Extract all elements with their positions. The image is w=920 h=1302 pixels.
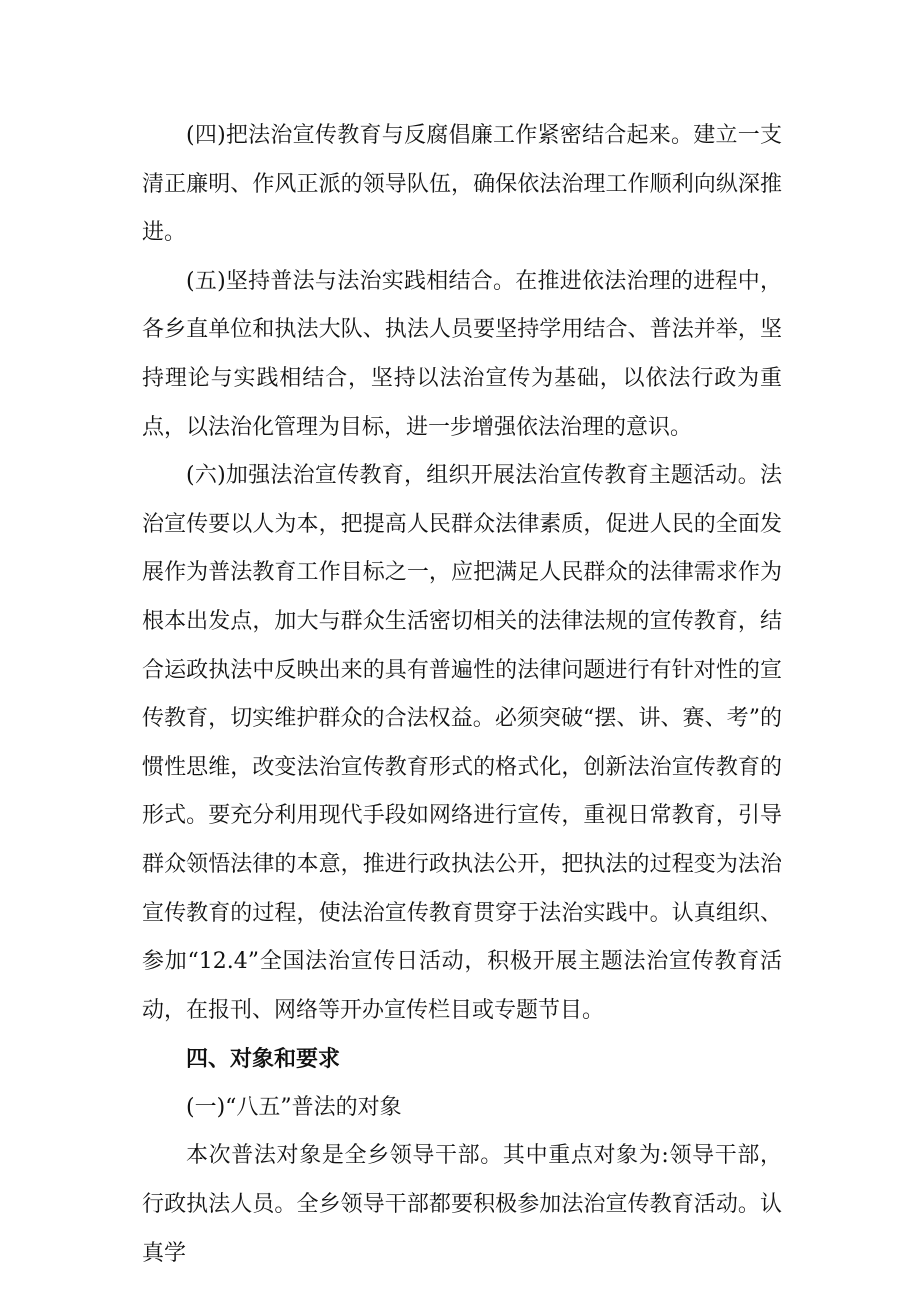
- paragraph-item-4: (四)把法治宣传教育与反腐倡廉工作紧密结合起来。建立一支清正廉明、作风正派的领导队伍，确保依法治理工作顺利向纵深推进。: [142, 123, 782, 246]
- paragraph-item-6: (六)加强法治宣传教育，组织开展法治宣传教育主题活动。法治宣传要以人为本，把提高人民群众法律素质，促进人民的全面发展作为普法教育工作目标之一，应把满足人民群众的法律需求作为根本出发点，加大与群众生活密切相关的法律法规的宣传教育，结合运政执法中反映出来的具有普遍性的法律问题进行有针对性的宣传教育，切实维护群众的合法权益。必须突破“摆、讲、赛、考”的惯性思维，改变法治宣传教育形式的格式化，创新法治宣传教育的形式。要充分利用现代手段如网络进行宣传，重视日常教育，引导群众领悟法律的本意，推进行政执法公开，把执法的过程变为法治宣传教育的过程，使法治宣传教育贯穿于法治实践中。认真组织、参加“12.4”全国法治宣传日活动，积极开展主题法治宣传教育活动，在报刊、网络等开办宣传栏目或专题节目。: [142, 463, 782, 1023]
- paragraph-item-5: (五)坚持普法与法治实践相结合。在推进依法治理的进程中，各乡直单位和执法大队、执法人员要坚持学用结合、普法并举，坚持理论与实践相结合，坚持以法治宣传为基础，以依法行政为重点，以法治化管理为目标，进一步增强依法治理的意识。: [142, 268, 782, 440]
- section-heading: 四、对象和要求: [186, 1046, 341, 1073]
- paragraph-last: 本次普法对象是全乡领导干部。其中重点对象为:领导干部，行政执法人员。全乡领导干部都要积极参加法治宣传教育活动。认真学: [142, 1143, 782, 1266]
- document-body: [142, 112, 782, 1278]
- subheading: (一)“八五”普法的对象: [186, 1094, 402, 1120]
